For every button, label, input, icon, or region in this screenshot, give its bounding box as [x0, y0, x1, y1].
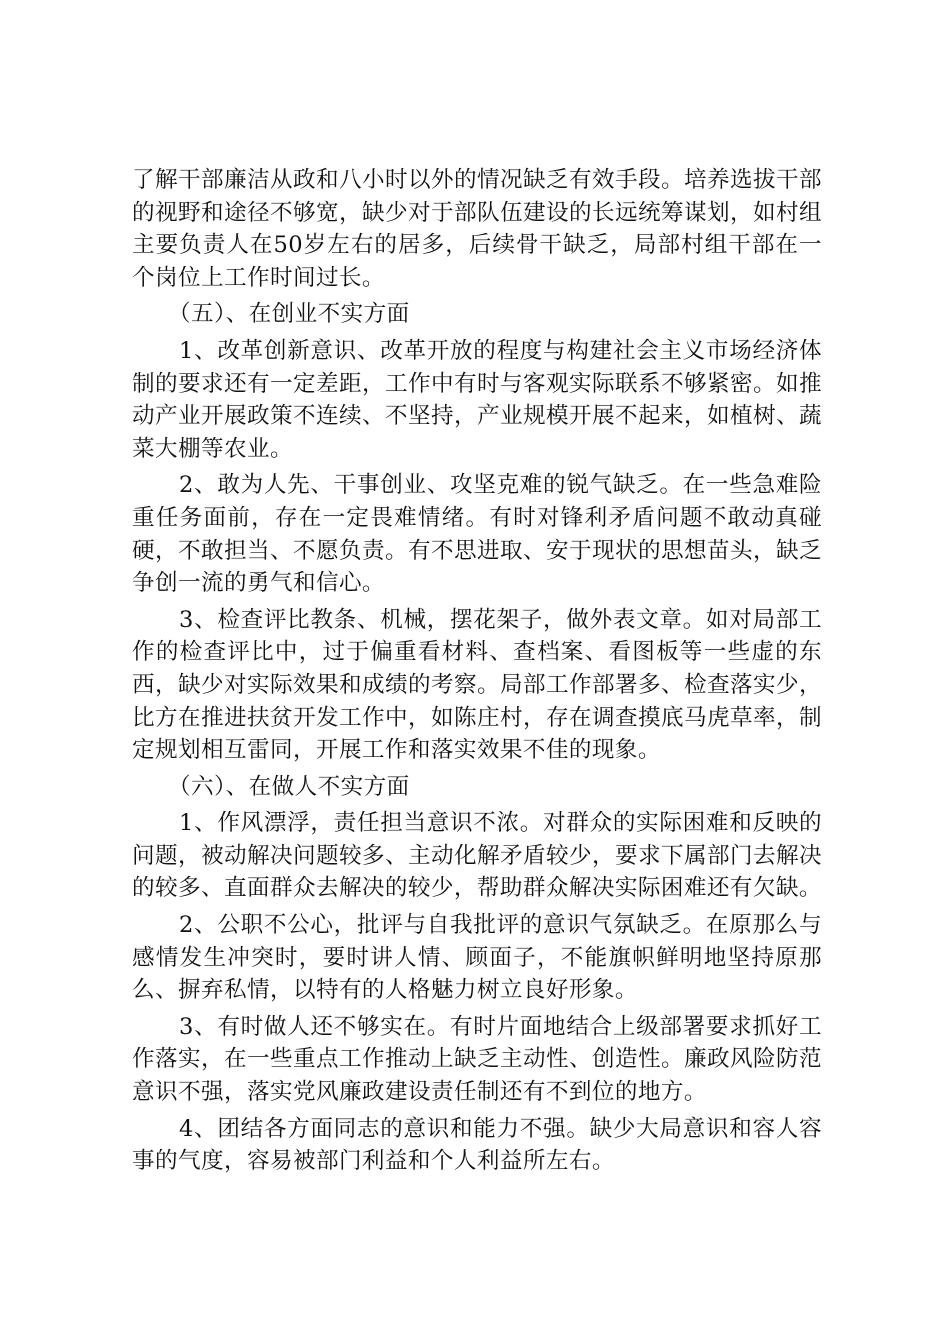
- paragraph-5-3: 3、检查评比教条、机械，摆花架子，做外表文章。如对局部工作的检查评比中，过于偏重看材料、查档案、看图板等一些虚的东西，缺少对实际效果和成绩的考察。局部工作部署多、检查落实少，比方在推进扶贫开发工作中，如陈庄村，存在调查摸底马虎草率，制定规划相互雷同，开展工作和落实效果不佳的现象。: [132, 606, 822, 764]
- paragraph-6-2: 2、公职不公心，批评与自我批评的意识气氛缺乏。在原那么与感情发生冲突时，要时讲人情、顾面子，不能旗帜鲜明地坚持原那么、摒弃私情，以特有的人格魅力树立良好形象。: [132, 912, 822, 1004]
- paragraph-6-3: 3、有时做人还不够实在。有时片面地结合上级部署要求抓好工作落实，在一些重点工作推动上缺乏主动性、创造性。廉政风险防范意识不强，落实党风廉政建设责任制还有不到位的地方。: [132, 1013, 822, 1106]
- paragraph-continuation: 了解干部廉洁从政和八小时以外的情况缺乏有效手段。培养选拔干部的视野和途径不够宽，缺少对于部队伍建设的长远统筹谋划，如村组主要负责人在50岁左右的居多，后续骨干缺乏，局部村组干部在一个岗位上工作时间过长。: [132, 167, 822, 291]
- section-heading-6: （六）、在做人不实方面: [168, 773, 410, 800]
- paragraph-6-4: 4、团结各方面同志的意识和能力不强。缺少大局意识和容人容事的气度，容易被部门利益和个人利益所左右。: [132, 1115, 822, 1175]
- document-page: [132, 164, 822, 1182]
- paragraph-5-2: 2、敢为人先、干事创业、攻坚克难的锐气缺乏。在一些急难险重任务面前，存在一定畏难情绪。有时对锋利矛盾问题不敢动真碰硬，不敢担当、不愿负责。有不思进取、安于现状的思想苗头，缺乏争创一流的勇气和信心。: [132, 472, 822, 597]
- section-heading-5: （五）、在创业不实方面: [168, 301, 410, 328]
- paragraph-6-1: 1、作风漂浮，责任担当意识不浓。对群众的实际困难和反映的问题，被动解决问题较多、主动化解矛盾较少，要求下属部门去解决的较多、直面群众去解决的较少，帮助群众解决实际困难还有欠缺。: [132, 810, 822, 902]
- paragraph-5-1: 1、改革创新意识、改革开放的程度与构建社会主义市场经济体制的要求还有一定差距，工作中有时与客观实际联系不够紧密。如推动产业开展政策不连续、不坚持，产业规模开展不起来，如植树、蔬菜大棚等农业。: [132, 337, 822, 462]
